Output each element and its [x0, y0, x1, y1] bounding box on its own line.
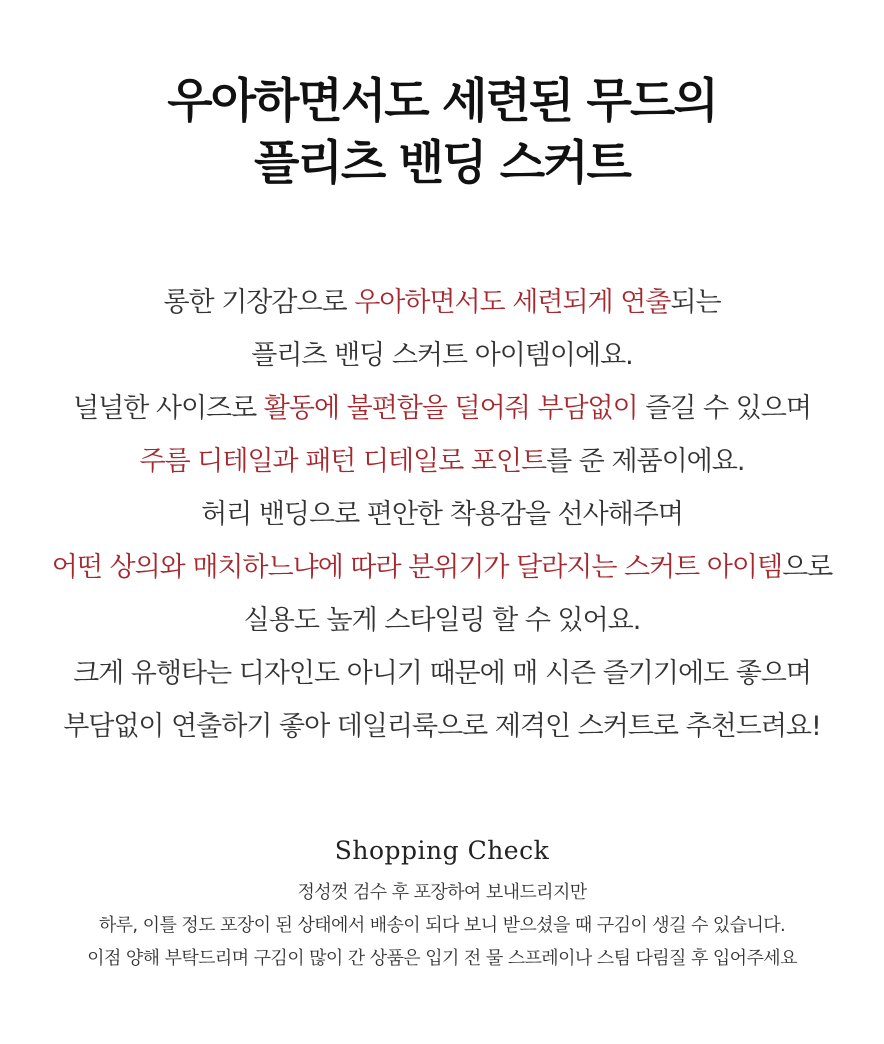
description-highlight: 활동에 불편함을 덜어줘 부담없이 [263, 393, 638, 424]
title-line-1: 우아하면서도 세련된 무드의 [167, 74, 717, 129]
description-text: 되는 [670, 287, 721, 318]
title-line-2: 플리츠 밴딩 스커트 [254, 136, 630, 191]
description-line-7 [0, 603, 884, 639]
description-highlight: 주름 디테일과 패턴 디테일로 포인트 [139, 446, 547, 477]
description-text: 부담없이 연출하기 좋아 데일리룩으로 제격인 스커트로 추천드려요! [63, 711, 821, 742]
description-text: 를 준 제품이에요. [546, 446, 745, 477]
description-line-9 [0, 709, 884, 745]
description-text: 즐길 수 있으며 [637, 393, 811, 424]
description-line-1 [0, 285, 884, 321]
shopping-check-title: Shopping Check [334, 836, 550, 865]
description-line-2 [0, 338, 884, 374]
description-highlight: 우아하면서도 세련되게 연출 [354, 287, 671, 318]
description-text: 널널한 사이즈로 [73, 393, 264, 424]
shopping-check-line-1: 정성껏 검수 후 포장하여 보내드리지만 [297, 882, 587, 903]
shopping-check-line-2: 하루, 이틀 정도 포장이 된 상태에서 배송이 되다 보니 받으셨을 때 구김이 생길 수 있습니다. [98, 915, 786, 936]
description-line-3 [0, 391, 884, 427]
description-text: 롱한 기장감으로 [163, 287, 355, 318]
shopping-check-line-3: 이점 양해 부탁드리며 구김이 많이 간 상품은 입기 전 물 스프레이나 스팀 다림질 후 입어주세요 [87, 948, 797, 969]
description-text: 허리 밴딩으로 편안한 착용감을 선사해주며 [201, 499, 683, 530]
description-text: 실용도 높게 스타일링 할 수 있어요. [243, 605, 641, 636]
description-text: 으로 [782, 552, 833, 583]
description-text: 크게 유행타는 디자인도 아니기 때문에 매 시즌 즐기기에도 좋으며 [73, 658, 811, 689]
description-line-4 [0, 444, 884, 480]
description-line-8 [0, 656, 884, 692]
description-line-6 [0, 550, 884, 586]
description-text: 플리츠 밴딩 스커트 아이템이에요. [251, 340, 633, 371]
description-highlight: 어떤 상의와 매치하느냐에 따라 분위기가 달라지는 스커트 아이템 [51, 552, 783, 583]
description-line-5 [0, 497, 884, 533]
